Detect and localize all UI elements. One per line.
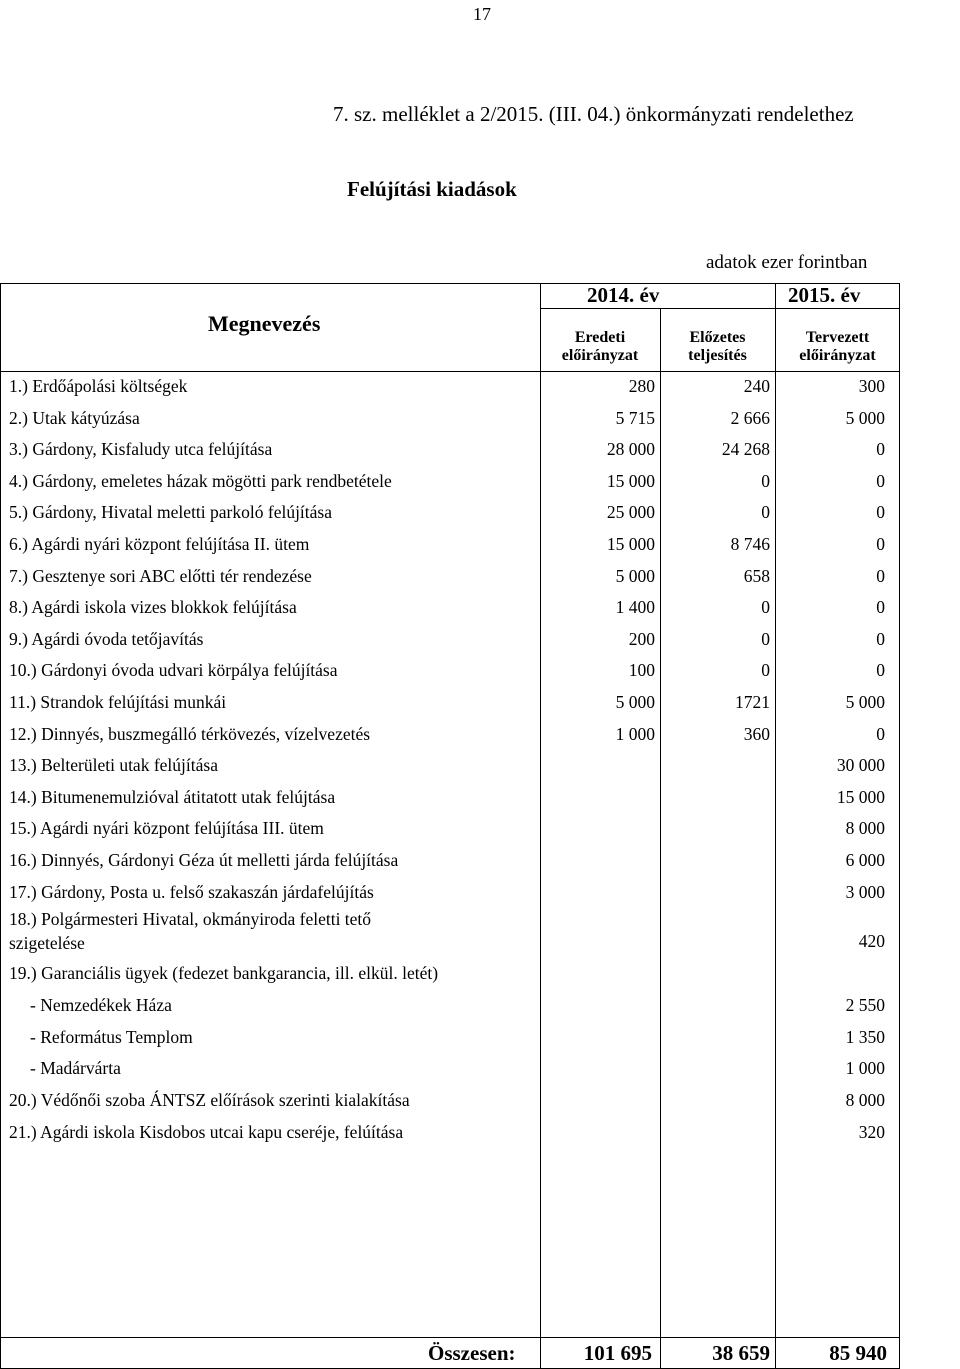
table-row-name: 4.) Gárdony, emeletes házak mögötti park rendbetétele <box>9 470 392 491</box>
table-row-name: 15.) Agárdi nyári központ felújítása III. ütem <box>9 818 324 839</box>
table-cell-planned: 0 <box>876 534 885 554</box>
table-row-name: - Nemzedékek Háza <box>30 995 172 1015</box>
table-row-name: 11.) Strandok felújítási munkái <box>9 692 227 712</box>
table-cell-original: 28 000 <box>606 439 655 460</box>
table-cell-planned: 8 000 <box>845 818 885 839</box>
table-cell-planned: 0 <box>876 439 885 460</box>
total-label: Összesen: <box>428 1341 516 1365</box>
header-year-2015: 2015. év <box>788 283 861 307</box>
table-row-name: - Madárvárta <box>30 1058 121 1078</box>
table-cell-original: 200 <box>628 628 655 649</box>
table-cell-planned: 420 <box>858 931 885 951</box>
table-cell-original: 1 000 <box>615 723 655 744</box>
table-cell-planned: 30 000 <box>836 755 885 776</box>
table-cell-preliminary: 0 <box>761 502 770 523</box>
table-cell-planned: 5 000 <box>845 692 885 712</box>
table-row-name: 5.) Gárdony, Hivatal meletti parkoló felújítása <box>9 502 332 523</box>
table-cell-planned: 6 000 <box>845 850 885 870</box>
table-cell-preliminary: 360 <box>743 723 770 744</box>
table-row-name: 19.) Garanciális ügyek (fedezet bankgarancia, ill. elkül. letét) <box>9 963 439 983</box>
table-cell-planned: 0 <box>876 723 885 744</box>
table-cell-preliminary: 2 666 <box>730 407 770 428</box>
total-planned: 85 940 <box>829 1341 887 1365</box>
table-row-name: 10.) Gárdonyi óvoda udvari körpálya felújítása <box>9 660 338 681</box>
table-row-name: 6.) Agárdi nyári központ felújítása II. ütem <box>9 534 310 554</box>
table-cell-original: 5 000 <box>615 565 655 586</box>
table-row-name: 21.) Agárdi iskola Kisdobos utcai kapu cseréje, felúítása <box>9 1122 404 1142</box>
table-cell-planned: 0 <box>876 470 885 491</box>
table-cell-planned: 15 000 <box>836 786 885 807</box>
table-cell-preliminary: 8 746 <box>730 534 770 554</box>
table-row-name: 20.) Védőnői szoba ÁNTSZ előírások szerinti kialakítása <box>9 1090 410 1110</box>
table-cell-original: 280 <box>628 376 655 396</box>
header-year-2014: 2014. év <box>587 283 660 307</box>
table-cell-planned: 300 <box>858 376 885 396</box>
table-cell-preliminary: 658 <box>743 565 770 586</box>
total-preliminary: 38 659 <box>712 1341 770 1365</box>
table-cell-original: 5 715 <box>615 407 655 428</box>
table-cell-planned: 2 550 <box>845 995 885 1015</box>
table-cell-preliminary: 240 <box>743 376 770 396</box>
table-row-name: 13.) Belterületi utak felújítása <box>9 755 218 776</box>
table-cell-planned: 8 000 <box>845 1090 885 1110</box>
table-cell-planned: 0 <box>876 502 885 523</box>
table-cell-original: 15 000 <box>606 534 655 554</box>
table-row-name: - Református Templom <box>30 1027 193 1047</box>
header-planned-appropriation: Tervezett előirányzat <box>799 329 876 364</box>
table-cell-planned: 320 <box>858 1122 885 1142</box>
page-title: Felújítási kiadások <box>347 177 517 201</box>
table-row-name: 18.) Polgármesteri Hivatal, okmányiroda feletti tető szigetelése <box>9 909 372 953</box>
table-cell-preliminary: 0 <box>761 628 770 649</box>
table-cell-preliminary: 24 268 <box>721 439 770 460</box>
header-name-column: Megnevezés <box>208 311 321 336</box>
table-row-name: 1.) Erdőápolási költségek <box>9 376 188 396</box>
header-preliminary-performance: Előzetes teljesítés <box>688 329 747 364</box>
table-row-name: 7.) Gesztenye sori ABC előtti tér rendezése <box>9 565 312 586</box>
table-cell-preliminary: 0 <box>761 470 770 491</box>
table-row-name: 12.) Dinnyés, buszmegálló térkövezés, vízelvezetés <box>9 723 371 744</box>
table-row-name: 8.) Agárdi iskola vizes blokkok felújítása <box>9 597 297 618</box>
table-cell-planned: 0 <box>876 660 885 681</box>
table-cell-original: 15 000 <box>606 470 655 491</box>
table-row-name: 3.) Gárdony, Kisfaludy utca felújítása <box>9 439 273 460</box>
table-row-name: 17.) Gárdony, Posta u. felső szakaszán járdafelújítás <box>9 881 374 902</box>
table-row-name: 2.) Utak kátyúzása <box>9 407 140 428</box>
units-note: adatok ezer forintban <box>706 252 868 273</box>
table-cell-planned: 0 <box>876 597 885 618</box>
table-cell-preliminary: 0 <box>761 660 770 681</box>
table-cell-original: 100 <box>628 660 655 681</box>
table-cell-original: 1 400 <box>615 597 655 618</box>
table-row-name: 16.) Dinnyés, Gárdonyi Géza út melletti járda felújítása <box>9 850 399 870</box>
table-cell-preliminary: 0 <box>761 597 770 618</box>
table-cell-planned: 1 000 <box>845 1058 885 1078</box>
table-cell-planned: 0 <box>876 628 885 649</box>
table-cell-preliminary: 1721 <box>735 692 770 712</box>
table-cell-planned: 1 350 <box>845 1027 885 1047</box>
header-original-appropriation: Eredeti előirányzat <box>561 329 639 364</box>
table-row-name: 9.) Agárdi óvoda tetőjavítás <box>9 628 204 649</box>
table-cell-planned: 5 000 <box>845 407 885 428</box>
table-cell-planned: 3 000 <box>845 881 885 902</box>
table-cell-original: 5 000 <box>615 692 655 712</box>
table-cell-planned: 0 <box>876 565 885 586</box>
annex-title: 7. sz. melléklet a 2/2015. (III. 04.) önkormányzati rendelethez <box>333 102 854 126</box>
total-original: 101 695 <box>583 1341 652 1365</box>
page-number: 17 <box>473 4 491 24</box>
table-row-name: 14.) Bitumenemulzióval átitatott utak felújtása <box>9 786 336 807</box>
table-cell-original: 25 000 <box>606 502 655 523</box>
